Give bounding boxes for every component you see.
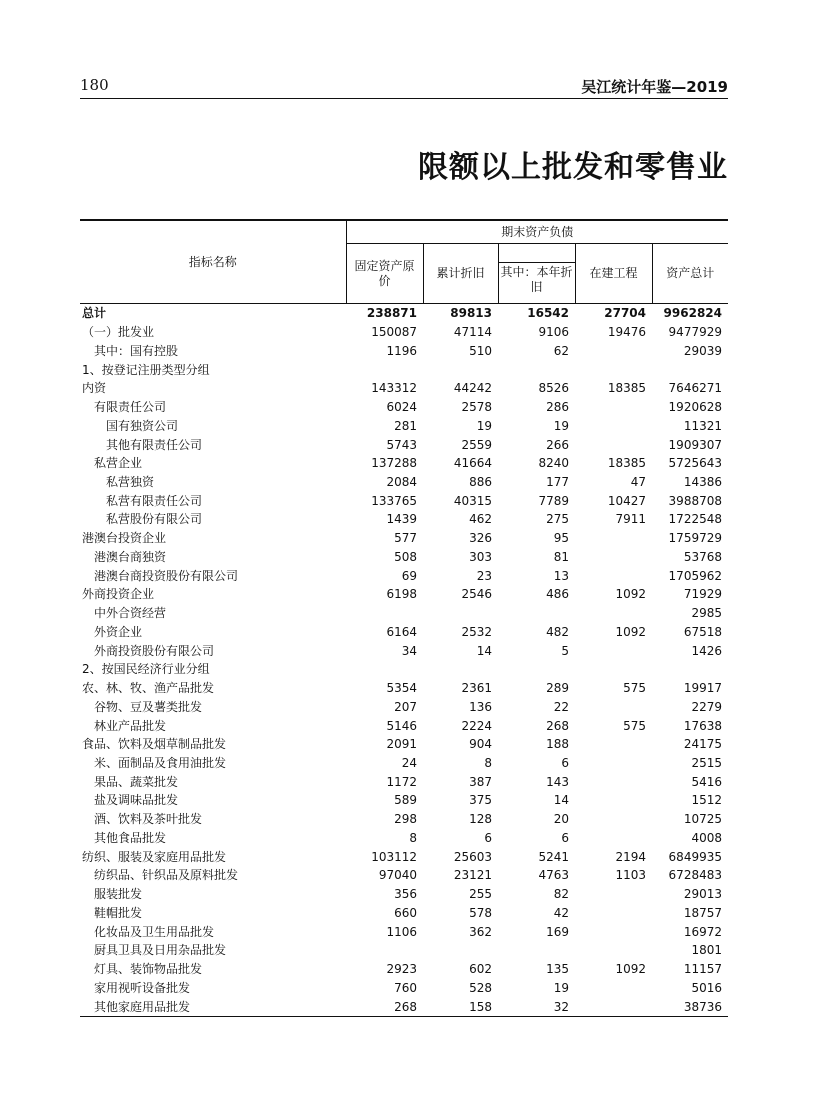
row-value: 19476: [607, 325, 646, 340]
row-value: 9106: [538, 325, 569, 340]
row-value: 8526: [538, 381, 569, 396]
row-value: 5241: [538, 849, 569, 864]
table-row: [80, 491, 728, 510]
row-value: 62: [553, 343, 569, 358]
header-rule: [80, 98, 728, 99]
row-value: 2091: [386, 737, 417, 752]
row-value: 19: [476, 418, 492, 433]
row-value: 177: [546, 474, 569, 489]
table-row: [80, 735, 728, 754]
row-value: [346, 604, 423, 623]
row-label: 外资企业: [94, 624, 143, 639]
row-value: 578: [469, 905, 492, 920]
table-row: [80, 585, 728, 604]
row-label: 私营独资: [106, 474, 155, 489]
row-value: 128: [469, 812, 492, 827]
row-label: 2、按国民经济行业分组: [82, 662, 210, 677]
row-value: 6849935: [668, 849, 722, 864]
row-value: [575, 829, 652, 848]
table-row: [80, 360, 728, 379]
row-value: 6164: [386, 624, 417, 639]
row-value: 2578: [461, 400, 492, 415]
row-label: 总计: [82, 306, 107, 321]
row-value: [575, 791, 652, 810]
row-value: 362: [469, 924, 492, 939]
row-label: 鞋帽批发: [94, 905, 143, 920]
row-value: [575, 754, 652, 773]
row-value: 1759729: [668, 531, 722, 546]
row-value: 47: [630, 474, 646, 489]
row-value: 2923: [386, 962, 417, 977]
row-value: 133765: [371, 493, 417, 508]
row-value: 23121: [453, 868, 492, 883]
indicator-header: 指标名称: [80, 220, 346, 304]
row-value: 19917: [683, 681, 722, 696]
row-label: 外商投资企业: [82, 587, 155, 602]
row-value: 13: [553, 568, 569, 583]
row-label: 港澳台投资企业: [82, 531, 167, 546]
table-row: [80, 454, 728, 473]
row-value: 25603: [453, 849, 492, 864]
row-label: 有限责任公司: [94, 400, 167, 415]
row-value: [575, 772, 652, 791]
row-label: 灯具、装饰物品批发: [94, 962, 203, 977]
row-value: 2546: [461, 587, 492, 602]
table-row: [80, 398, 728, 417]
row-value: 482: [546, 624, 569, 639]
row-value: [575, 566, 652, 585]
row-value: 2532: [461, 624, 492, 639]
row-value: 29013: [683, 887, 722, 902]
row-value: 7789: [538, 493, 569, 508]
table-row: [80, 922, 728, 941]
table-row: [80, 641, 728, 660]
running-title: 吴江统计年鉴—2019: [581, 78, 728, 96]
row-value: 4763: [538, 868, 569, 883]
row-value: 5725643: [668, 456, 722, 471]
row-value: 6: [561, 755, 569, 770]
row-value: [575, 360, 652, 379]
row-label: 米、面制品及食用油批发: [94, 755, 227, 770]
row-value: 89813: [450, 306, 492, 321]
row-value: 1103: [615, 868, 646, 883]
table-row: [80, 435, 728, 454]
row-value: [575, 548, 652, 567]
row-value: 6: [561, 830, 569, 845]
row-label: 食品、饮料及烟草制品批发: [82, 737, 227, 752]
row-value: 1705962: [668, 568, 722, 583]
row-value: 2194: [615, 849, 646, 864]
row-value: 2279: [691, 699, 722, 714]
table-row: [80, 716, 728, 735]
row-value: 286: [546, 400, 569, 415]
row-value: 8: [409, 830, 417, 845]
row-value: 1439: [386, 512, 417, 527]
row-value: [498, 660, 575, 679]
row-value: 9962824: [663, 306, 722, 321]
row-value: 1106: [386, 924, 417, 939]
row-value: 10427: [607, 493, 646, 508]
row-value: 1512: [691, 793, 722, 808]
row-value: 760: [394, 980, 417, 995]
row-value: [575, 941, 652, 960]
row-value: 207: [394, 699, 417, 714]
row-value: 10725: [683, 812, 722, 827]
row-value: 82: [553, 887, 569, 902]
row-value: 238871: [366, 306, 417, 321]
row-value: [575, 904, 652, 923]
row-value: 886: [469, 474, 492, 489]
statistics-table: [80, 219, 728, 1017]
table-row: [80, 866, 728, 885]
table-row: [80, 341, 728, 360]
section-title: 限额以上批发和零售业: [418, 150, 728, 185]
row-value: [423, 660, 498, 679]
row-value: 2224: [461, 718, 492, 733]
table-row: [80, 847, 728, 866]
row-value: 67518: [683, 624, 722, 639]
row-value: 95: [553, 531, 569, 546]
row-value: 660: [394, 905, 417, 920]
row-value: 575: [623, 718, 646, 733]
table-row: [80, 566, 728, 585]
row-value: 326: [469, 531, 492, 546]
row-value: 508: [394, 549, 417, 564]
table-row: [80, 904, 728, 923]
row-value: [575, 416, 652, 435]
table-row: [80, 697, 728, 716]
row-value: 266: [546, 437, 569, 452]
row-value: 375: [469, 793, 492, 808]
row-value: 2361: [461, 681, 492, 696]
table-row: [80, 885, 728, 904]
row-value: 486: [546, 587, 569, 602]
row-value: 135: [546, 962, 569, 977]
row-value: 1092: [615, 962, 646, 977]
row-value: 34: [401, 643, 417, 658]
row-value: 42: [553, 905, 569, 920]
row-label: 家用视听设备批发: [94, 980, 191, 995]
row-label: 纺织、服装及家庭用品批发: [82, 849, 227, 864]
row-value: 41664: [453, 456, 492, 471]
row-value: 14: [476, 643, 492, 658]
row-label: 厨具卫具及日用杂品批发: [94, 943, 227, 958]
row-value: 5: [561, 643, 569, 658]
row-value: [423, 604, 498, 623]
row-value: [575, 604, 652, 623]
row-value: 1426: [691, 643, 722, 658]
row-label: 酒、饮料及茶叶批发: [94, 812, 203, 827]
row-label: 纺织品、针织品及原料批发: [94, 868, 239, 883]
row-label: 其中：国有控股: [94, 343, 179, 358]
row-value: 16542: [527, 306, 569, 321]
row-value: 143: [546, 774, 569, 789]
row-label: 内资: [82, 381, 107, 396]
table-body: [80, 304, 728, 1017]
row-value: 6198: [386, 587, 417, 602]
row-value: 18385: [607, 456, 646, 471]
row-value: 281: [394, 418, 417, 433]
row-value: 6024: [386, 400, 417, 415]
row-value: [575, 660, 652, 679]
row-value: 6728483: [668, 868, 722, 883]
row-value: 143312: [371, 381, 417, 396]
table-row: [80, 323, 728, 342]
row-value: 14386: [683, 474, 722, 489]
row-value: [575, 922, 652, 941]
row-value: 904: [469, 737, 492, 752]
table-row: [80, 810, 728, 829]
row-value: 1909307: [668, 437, 722, 452]
row-value: 3988708: [668, 493, 722, 508]
row-value: 1722548: [668, 512, 722, 527]
row-value: [423, 360, 498, 379]
row-value: 24175: [683, 737, 722, 752]
row-value: 32: [498, 997, 575, 1016]
row-value: 5146: [386, 718, 417, 733]
row-label: 其他有限责任公司: [106, 437, 203, 452]
row-label: 其他食品批发: [94, 830, 167, 845]
row-label: 私营股份有限公司: [106, 512, 203, 527]
row-value: [652, 660, 728, 679]
row-value: [575, 341, 652, 360]
row-label: 港澳台商投资股份有限公司: [94, 568, 239, 583]
row-value: [575, 435, 652, 454]
row-value: 6: [484, 830, 492, 845]
row-label: 国有独资公司: [106, 418, 179, 433]
row-value: [575, 398, 652, 417]
row-value: 29039: [683, 343, 722, 358]
row-value: 38736: [652, 997, 728, 1016]
row-label: 化妆品及卫生用品批发: [94, 924, 215, 939]
row-value: 8240: [538, 456, 569, 471]
row-value: 528: [469, 980, 492, 995]
row-value: 5016: [691, 980, 722, 995]
row-label: 私营有限责任公司: [106, 493, 203, 508]
row-value: 69: [401, 568, 417, 583]
column-header-current-year-depreciation-cell: [498, 244, 575, 304]
row-value: 23: [476, 568, 492, 583]
row-label: 私营企业: [94, 456, 143, 471]
row-value: 7646271: [668, 381, 722, 396]
row-label: 其他家庭用品批发: [80, 997, 346, 1016]
group-header: 期末资产负债: [346, 220, 728, 244]
row-value: 18385: [607, 381, 646, 396]
row-label: 盐及调味品批发: [94, 793, 179, 808]
table-row: [80, 978, 728, 997]
row-value: 22: [553, 699, 569, 714]
table-row: [80, 791, 728, 810]
table-row: [80, 679, 728, 698]
row-value: 14: [553, 793, 569, 808]
row-value: 40315: [453, 493, 492, 508]
row-value: [575, 997, 652, 1016]
table-row: [80, 473, 728, 492]
row-value: 19: [553, 980, 569, 995]
row-value: 1801: [691, 943, 722, 958]
row-value: 188: [546, 737, 569, 752]
table-row: [80, 529, 728, 548]
row-value: 356: [394, 887, 417, 902]
row-value: 577: [394, 531, 417, 546]
row-value: 7911: [615, 512, 646, 527]
table-row: [80, 660, 728, 679]
row-value: 275: [546, 512, 569, 527]
row-value: 11157: [683, 962, 722, 977]
row-value: 589: [394, 793, 417, 808]
row-value: [575, 697, 652, 716]
row-value: 11321: [683, 418, 722, 433]
row-value: 9477929: [668, 325, 722, 340]
row-value: 2084: [386, 474, 417, 489]
row-value: 387: [469, 774, 492, 789]
row-value: 5354: [386, 681, 417, 696]
row-value: [346, 660, 423, 679]
row-value: 2559: [461, 437, 492, 452]
row-value: 5743: [386, 437, 417, 452]
row-value: 268: [346, 997, 423, 1016]
column-header-current-year-depreciation: 其中：本年折旧: [499, 262, 575, 296]
row-value: 24: [401, 755, 417, 770]
row-label: 1、按登记注册类型分组: [82, 362, 210, 377]
row-label: 服装批发: [94, 887, 143, 902]
table-row: [80, 754, 728, 773]
row-value: 169: [546, 924, 569, 939]
row-value: 27704: [604, 306, 646, 321]
row-value: 158: [423, 997, 498, 1016]
row-value: 5416: [691, 774, 722, 789]
row-value: 47114: [453, 325, 492, 340]
row-value: [498, 360, 575, 379]
row-value: [575, 641, 652, 660]
row-value: 8: [484, 755, 492, 770]
page-number: 180: [80, 76, 109, 94]
table-row: [80, 941, 728, 960]
row-value: 136: [469, 699, 492, 714]
row-value: [575, 529, 652, 548]
row-value: [346, 941, 423, 960]
row-value: 1172: [386, 774, 417, 789]
row-label: 果品、蔬菜批发: [94, 774, 179, 789]
row-value: [498, 604, 575, 623]
table-row: [80, 604, 728, 623]
row-value: 71929: [683, 587, 722, 602]
column-header-accumulated-depreciation: 累计折旧: [423, 244, 498, 304]
row-value: [575, 735, 652, 754]
table-row: [80, 997, 728, 1016]
row-value: 1092: [615, 624, 646, 639]
row-label: 外商投资股份有限公司: [94, 643, 215, 658]
row-value: 1196: [386, 343, 417, 358]
table-row: [80, 416, 728, 435]
column-header-construction-in-progress: 在建工程: [575, 244, 652, 304]
row-value: 289: [546, 681, 569, 696]
row-label: （一）批发业: [82, 325, 155, 340]
row-value: 255: [469, 887, 492, 902]
row-value: 19: [553, 418, 569, 433]
row-value: 16972: [683, 924, 722, 939]
row-value: [575, 810, 652, 829]
row-value: [575, 978, 652, 997]
row-value: [498, 941, 575, 960]
table-row: [80, 510, 728, 529]
row-value: 575: [623, 681, 646, 696]
table-row: [80, 379, 728, 398]
row-label: 农、林、牧、渔产品批发: [82, 681, 215, 696]
row-value: 2985: [691, 606, 722, 621]
row-value: 44242: [453, 381, 492, 396]
row-value: 303: [469, 549, 492, 564]
row-value: 462: [469, 512, 492, 527]
row-value: [346, 360, 423, 379]
row-label: 谷物、豆及薯类批发: [94, 699, 203, 714]
row-label: 中外合资经营: [94, 606, 167, 621]
row-value: 53768: [683, 549, 722, 564]
row-value: [423, 941, 498, 960]
row-value: 17638: [683, 718, 722, 733]
row-value: 1092: [615, 587, 646, 602]
row-value: [575, 885, 652, 904]
row-value: 81: [553, 549, 569, 564]
row-value: 298: [394, 812, 417, 827]
row-label: 港澳台商独资: [94, 549, 167, 564]
row-value: 150087: [371, 325, 417, 340]
row-value: 4008: [691, 830, 722, 845]
table-row: [80, 829, 728, 848]
row-value: 20: [553, 812, 569, 827]
column-header-fixed-assets: 固定资产原价: [346, 244, 423, 304]
row-value: 510: [469, 343, 492, 358]
row-value: 268: [546, 718, 569, 733]
row-value: 2515: [691, 755, 722, 770]
row-value: [652, 360, 728, 379]
column-header-total-assets: 资产总计: [652, 244, 728, 304]
row-label: 林业产品批发: [94, 718, 167, 733]
table-row: [80, 548, 728, 567]
row-value: 1920628: [668, 400, 722, 415]
table-row: [80, 772, 728, 791]
table-row: [80, 622, 728, 641]
row-value: 602: [469, 962, 492, 977]
table-row: [80, 960, 728, 979]
row-value: 97040: [378, 868, 417, 883]
row-value: 103112: [371, 849, 417, 864]
table-row: [80, 304, 728, 323]
row-value: 137288: [371, 456, 417, 471]
row-value: 18757: [683, 905, 722, 920]
